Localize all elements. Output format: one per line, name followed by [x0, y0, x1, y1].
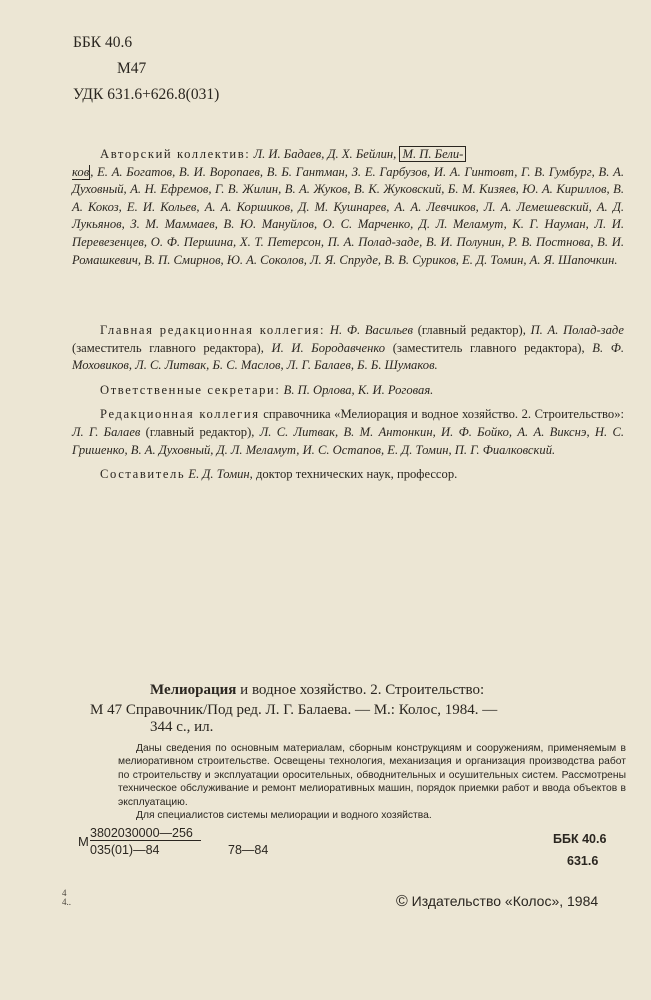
compiler-label: Составитель: [100, 467, 186, 482]
bibliography-pages: 344 с., ил.: [150, 719, 214, 735]
board-members: В. Ф. Моховиков, Л. С. Литвак, Б. С. Маслов, Л. Г. Балаев, Б. Б. Шумаков.: [72, 340, 624, 373]
authors-before-box: Л. И. Бадаев, Д. Х. Бейлин,: [253, 147, 397, 161]
deputy-editor-1: П. А. Полад-заде: [530, 323, 624, 337]
authors-block: [72, 146, 624, 269]
boxed-author-cont: ков: [72, 164, 90, 179]
deputy-editor-2-role: (заместитель главного редактора),: [385, 340, 593, 355]
copyright-icon: ©: [396, 893, 408, 910]
compiler-title: доктор технических наук, профессор.: [252, 467, 458, 482]
boxed-author: М. П. Бели-: [399, 146, 466, 162]
handbook-board-title: справочника «Мелиорация и водное хозяйство. 2. Строительство»:: [259, 407, 624, 422]
bbk-right-code: ББК 40.6: [553, 832, 607, 846]
chief-editor: Н. Ф. Васильев: [329, 323, 413, 337]
bib-title-bold: Мелиорация: [150, 682, 237, 698]
deputy-editor-2: И. И. Бородавченко: [271, 340, 386, 355]
bbk-right-code-2: 631.6: [567, 854, 599, 868]
handbook-board-label: Редакционная коллегия: [100, 407, 260, 422]
index-denominator: 035(01)—84: [90, 843, 160, 857]
compiler-name: Е. Д. Томин,: [188, 467, 253, 482]
abstract-audience: Для специалистов системы мелиорации и водного хозяйства.: [136, 810, 432, 822]
copyright-line: [396, 893, 598, 911]
main-board-label: Главная редакционная коллегия:: [100, 323, 326, 337]
authors-label: Авторский коллектив:: [100, 147, 251, 161]
abstract: [118, 742, 626, 822]
authors-list: , Е. А. Богатов, В. И. Воропаев, В. Б. Гантман, З. Е. Гарбузов, И. А. Гинтовт, Г. В. Гумбург, В. А. Духовный, А. Н. Ефремов, Г. В. Жилин, В. А. Жуков, В. К. Жуковский, Б. М. Кизяев, Ю. А. Кириллов, В. А. Кокоз, Е. И. Кольев, А. А. Коршиков, Д. М. Кушнарев, А. А. Левчиков, Л. А. Лемешевский, А. Д. Лукьянов, З. М. Маммаев, В. Ю. Мануйлов, О. С. Марченко, Д. Л. Меламут, К. Г. Науман, Л. И. Перевезенцев, О. Ф. Першина, Х. Т. Петерсон, П. А. Полад-заде, В. И. Полунин, Р. В. Постнова, В. И. Ромашкевич, В. П. Смирнов, Ю. А. Соколов, Л. Я. Спруде, В. В. Суриков, Е. Д. Томин, А. Я. Шапочкин.: [72, 164, 624, 267]
index-numerator: 3802030000—256: [90, 826, 201, 841]
abstract-text: Даны сведения по основным материалам, сборным конструкциям и сооружениям, применяемым в мелиоративном строительстве. Освещены технология, механизация и организация производства работ по строительству и эксплуатации оросительных, обводнительных и осушительных систем. Рассмотрены техническое обслуживание и ремонт мелиоративных машин, порядок приемки работ и ввода объектов в эксплуатацию.: [118, 743, 626, 808]
classification-codes: [73, 30, 219, 108]
index-right: 78—84: [228, 843, 269, 857]
bibliography-line2: [90, 700, 630, 720]
handbook-board-members: Л. С. Литвак, В. М. Антонкин, И. Ф. Бойко, А. А. Викснэ, Н. С. Гришенко, В. А. Духовный, Д. Л. Меламут, И. С. Остапов, Е. Д. Томин, П. Г. Фиалковский.: [72, 424, 624, 457]
secretaries-names: В. П. Орлова, К. И. Роговая.: [283, 382, 434, 397]
author-sign: М47: [117, 60, 147, 77]
secretaries-label: Ответственные секретари:: [100, 382, 281, 397]
chief-editor-role: (главный редактор),: [412, 323, 531, 337]
index-m: М: [78, 834, 89, 849]
deputy-editor-1-role: (заместитель главного редактора),: [72, 340, 272, 355]
udk-code: УДК 631.6+626.8(031): [73, 86, 220, 103]
copyright-text: Издательство «Колос», 1984: [407, 893, 599, 909]
handbook-chief-role: (главный редактор),: [140, 424, 260, 439]
printer-mark-2: 4..: [62, 897, 71, 907]
bbk-right-block: [553, 828, 606, 872]
handbook-chief-editor: Л. Г. Балаев: [72, 424, 141, 439]
printer-mark-1: 4: [62, 888, 67, 898]
bib-title-rest: и водное хозяйство. 2. Строительство:: [236, 682, 485, 698]
editorial-block: [72, 322, 624, 484]
bbk-code: ББК 40.6: [73, 34, 133, 51]
bibliography-title: [150, 680, 630, 700]
bib-line2: Справочник/Под ред. Л. Г. Балаева. — М.: Колос, 1984. —: [122, 702, 498, 718]
printer-marks: [62, 889, 71, 907]
bib-sign: М 47: [90, 702, 123, 718]
